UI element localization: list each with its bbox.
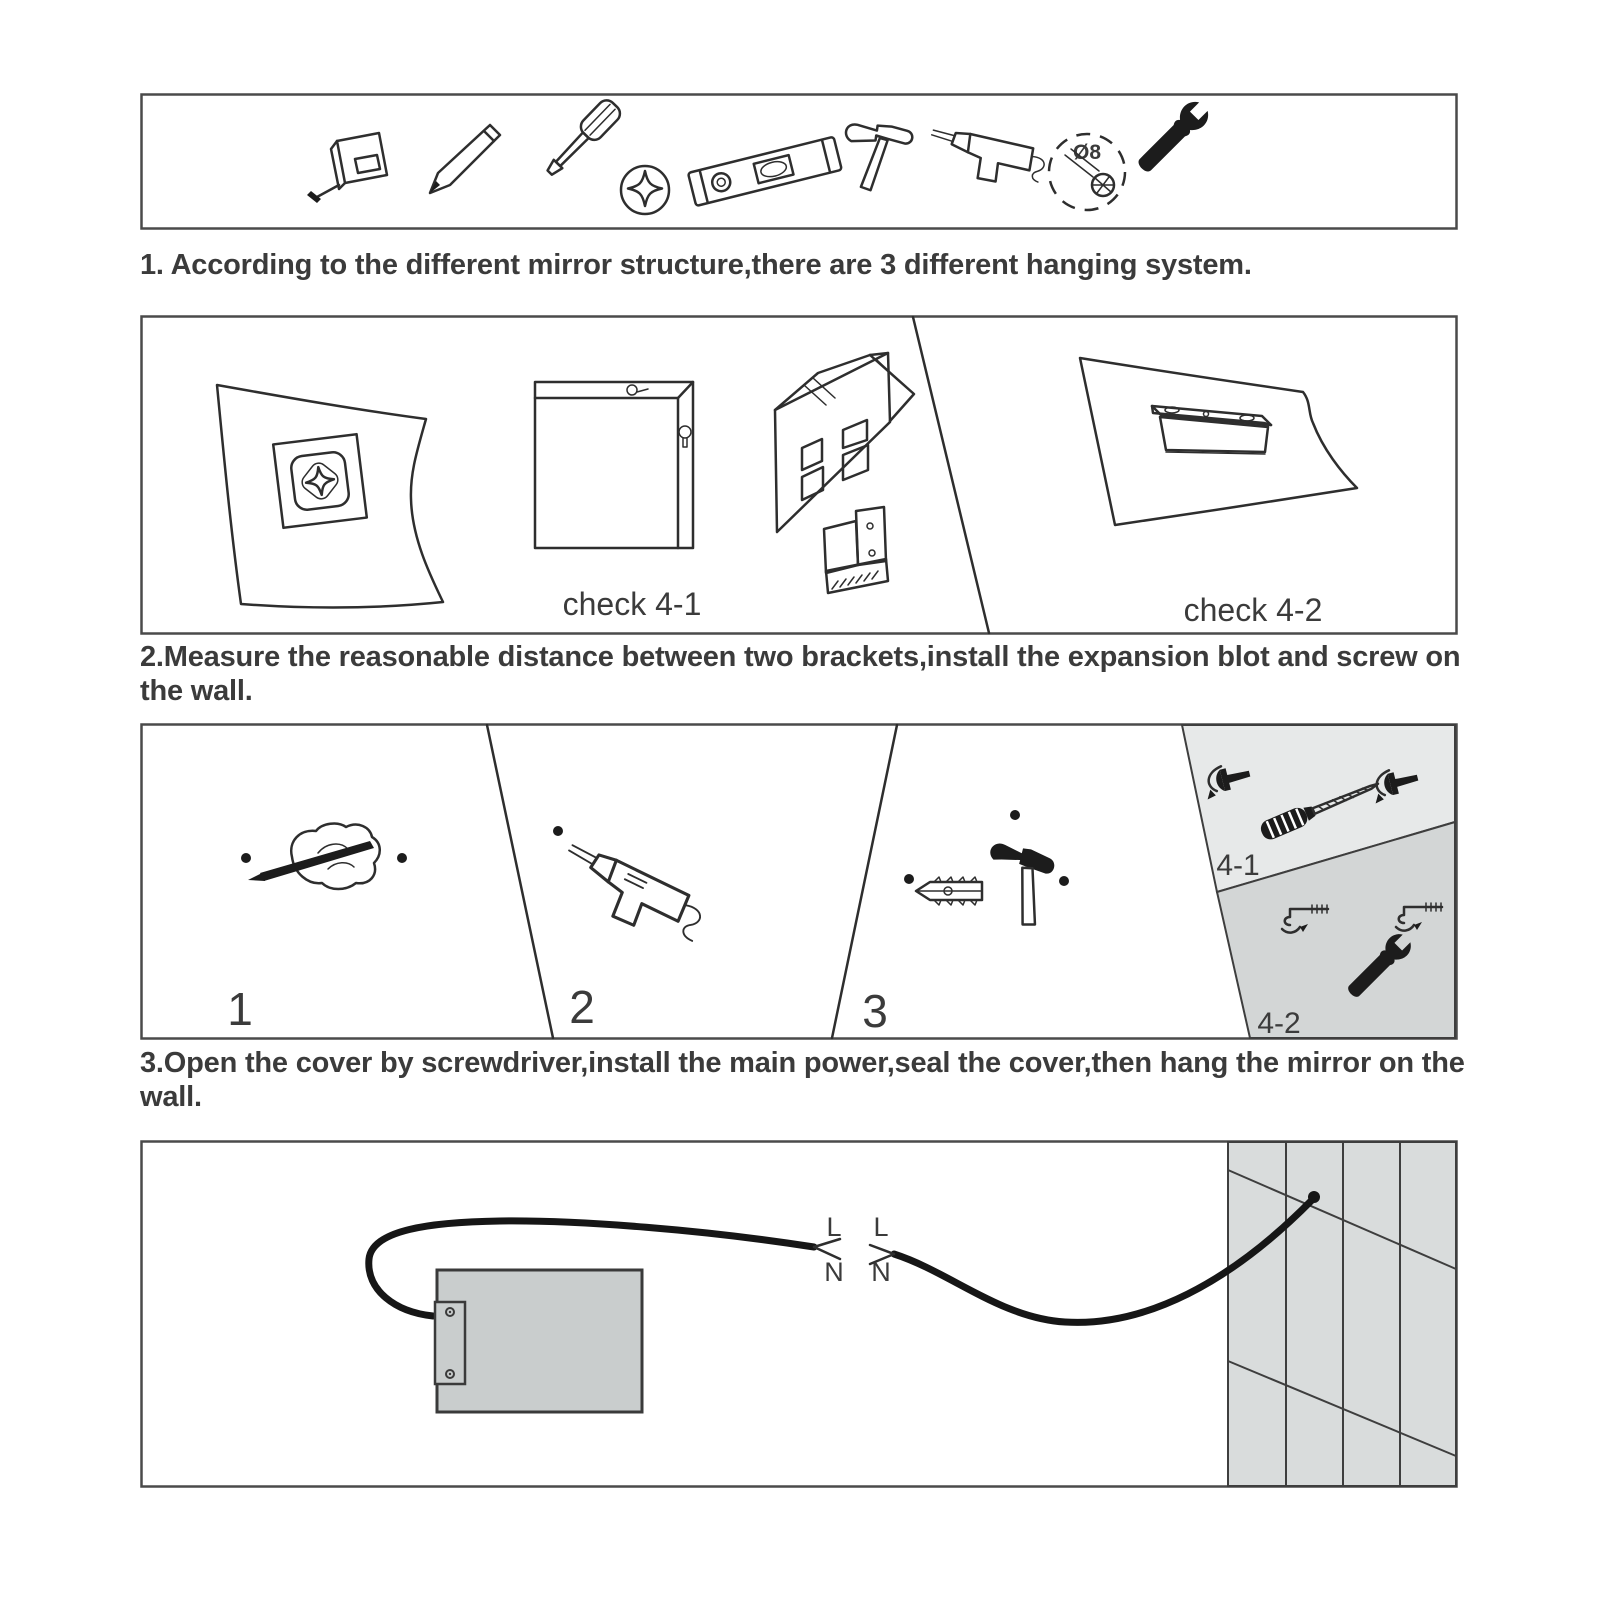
live-label-right: L — [873, 1212, 889, 1242]
mark-dot — [904, 874, 914, 884]
panel-3-label: 3 — [862, 985, 888, 1037]
tools-panel — [140, 93, 1458, 230]
neutral-label-right: N — [871, 1257, 891, 1287]
cable-wall-entry-point — [1308, 1191, 1320, 1203]
mark-dot — [241, 853, 251, 863]
drill-bit-diameter-label: Ø8 — [1072, 141, 1102, 164]
panel-4-1-label: 4-1 — [1216, 849, 1260, 882]
step-1-heading: 1. According to the different mirror structure,there are 3 different hanging system. — [140, 249, 1252, 281]
live-label-left: L — [826, 1212, 842, 1242]
panel-1-label: 1 — [227, 983, 253, 1035]
mark-dot — [1059, 876, 1069, 886]
mark-dot — [397, 853, 407, 863]
neutral-label-left: N — [824, 1257, 844, 1287]
hanging-systems-frame — [142, 317, 1457, 634]
mark-dot — [1010, 810, 1020, 820]
wiring-figure — [140, 1140, 1458, 1488]
wall-marking-figure — [140, 723, 1458, 1040]
tools-panel-frame — [142, 95, 1457, 229]
panel-4-2-label: 4-2 — [1257, 1007, 1301, 1040]
check-4-2-label: check 4-2 — [1183, 592, 1323, 628]
hanging-systems-figure — [140, 315, 1458, 635]
power-box-cover-plate — [435, 1302, 465, 1384]
tiled-wall — [1228, 1142, 1456, 1486]
step-2-heading: 2.Measure the reasonable distance between two brackets,install the expansion blot and screw on the wall. — [140, 641, 1461, 707]
power-box — [435, 1270, 642, 1412]
mark-dot — [553, 826, 563, 836]
step-3-heading: 3.Open the cover by screwdriver,install the main power,seal the cover,then hang the mirror on the wall. — [140, 1047, 1465, 1113]
panel-2-label: 2 — [569, 981, 595, 1033]
check-4-1-label: check 4-1 — [562, 586, 702, 622]
